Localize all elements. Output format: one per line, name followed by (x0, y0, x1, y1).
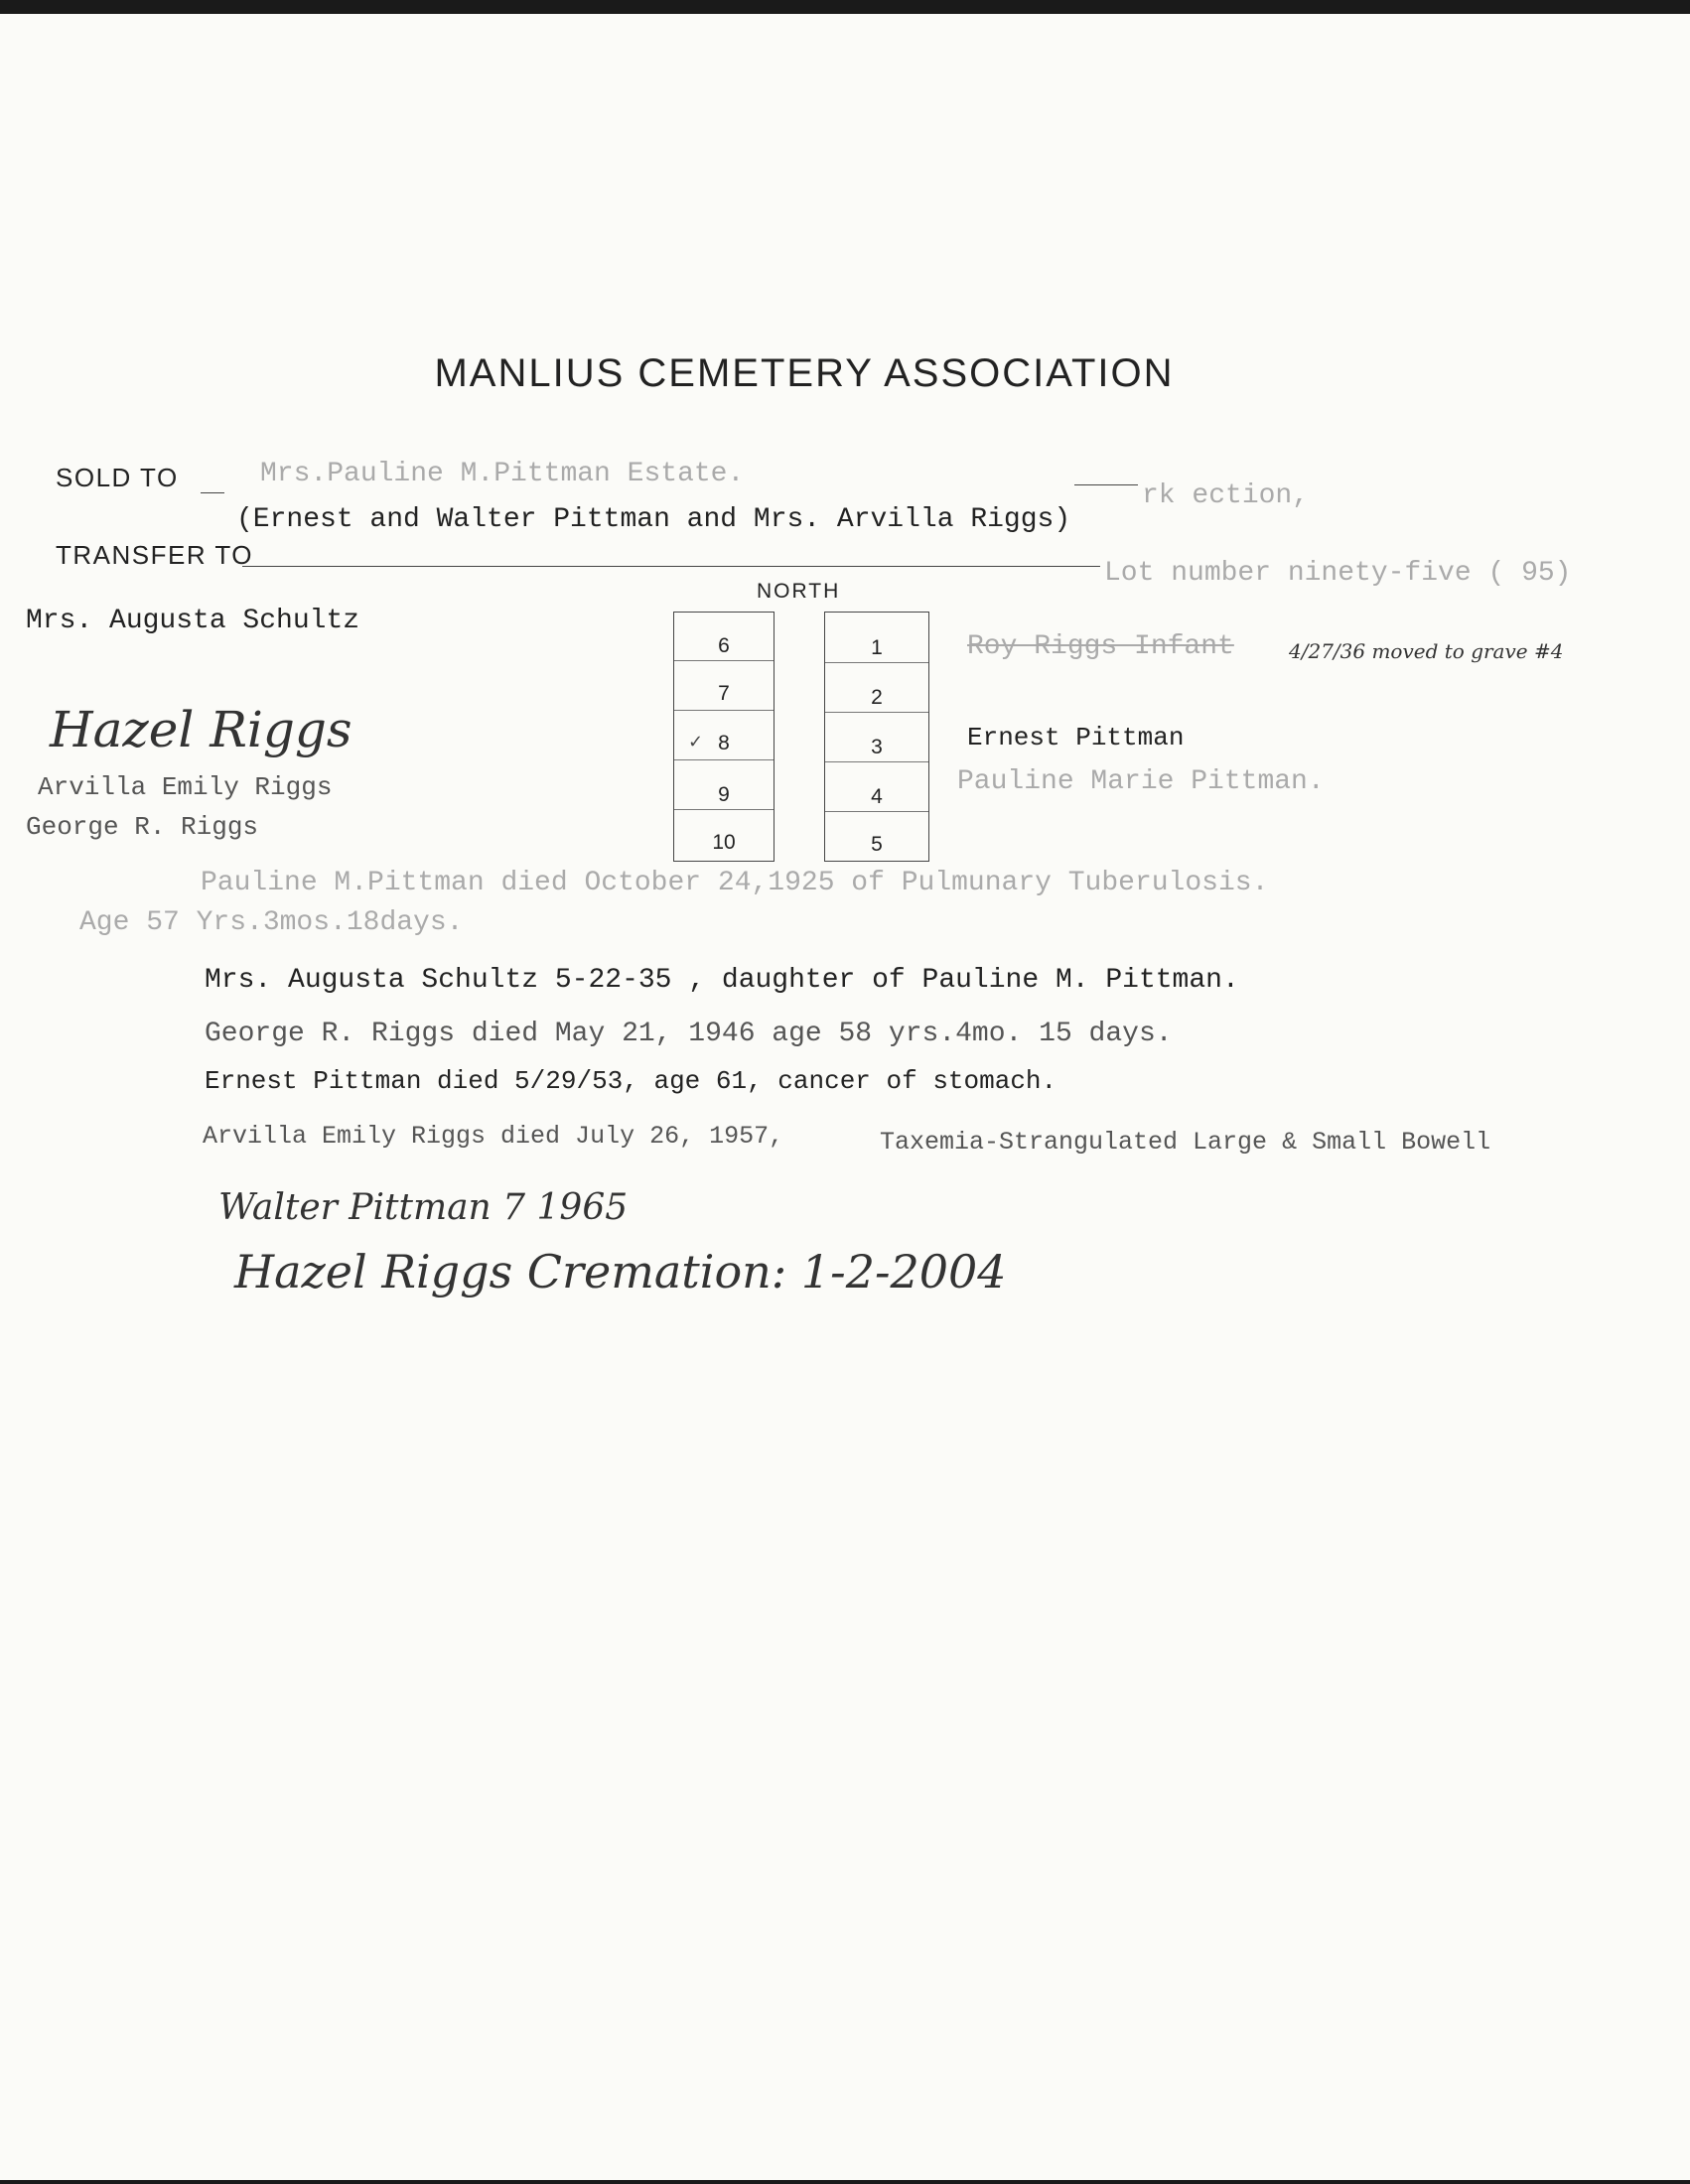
grave-7: 7 (718, 682, 730, 705)
grave-4: 4 (871, 785, 883, 808)
record-george: George R. Riggs died May 21, 1946 age 58 yrs.4mo. 15 days. (205, 1019, 1173, 1049)
section-rule (1074, 484, 1138, 485)
north-label: NORTH (757, 580, 841, 603)
record-pauline-death: Pauline M.Pittman died October 24,1925 of Pulmunary Tuberulosis. (201, 868, 1269, 898)
section-value: rk ection, (1142, 480, 1310, 511)
record-augusta: Mrs. Augusta Schultz 5-22-35 , daughter of Pauline M. Pittman. (205, 965, 1239, 996)
lot-number: Lot number ninety-five ( 95) (1104, 558, 1572, 589)
handwritten-walter: Walter Pittman 7 1965 (218, 1187, 629, 1228)
grave-5: 5 (871, 833, 883, 856)
record-arvilla: Arvilla Emily Riggs died July 26, 1957, (203, 1122, 784, 1151)
right-struck-name: Roy Riggs Infant (967, 631, 1234, 662)
grave-3: 3 (871, 736, 883, 758)
sold-to-value-heirs: (Ernest and Walter Pittman and Mrs. Arvilla Riggs) (236, 504, 1071, 535)
grave-8: 8 (718, 732, 730, 754)
left-name-augusta: Mrs. Augusta Schultz (26, 606, 360, 636)
right-name-pauline: Pauline Marie Pittman. (957, 766, 1325, 797)
grave-1: 1 (871, 636, 883, 659)
grave-9: 9 (718, 783, 730, 806)
right-handwritten-note: 4/27/36 moved to grave #4 (1289, 639, 1564, 663)
left-name-arvilla: Arvilla Emily Riggs (38, 772, 333, 802)
right-name-ernest: Ernest Pittman (967, 723, 1185, 752)
plot-left-column (673, 612, 775, 862)
check-mark-icon: ✓ (688, 732, 704, 752)
plot-right-column (824, 612, 929, 862)
grave-2: 2 (871, 686, 883, 709)
grave-6: 6 (718, 634, 730, 657)
handwritten-hazel-cremation: Hazel Riggs Cremation: 1-2-2004 (234, 1245, 1007, 1298)
record-arvilla-cause: Taxemia-Strangulated Large & Small Bowell (880, 1128, 1491, 1157)
sold-to-rule (201, 492, 224, 493)
record-pauline-age: Age 57 Yrs.3mos.18days. (79, 907, 464, 938)
association-title: MANLIUS CEMETERY ASSOCIATION (434, 351, 1175, 395)
left-name-george: George R. Riggs (26, 812, 259, 842)
sold-to-value: Mrs.Pauline M.Pittman Estate. (260, 459, 745, 489)
transfer-to-label: TRANSFER TO (56, 540, 254, 570)
grave-10: 10 (712, 831, 736, 854)
document-page (0, 14, 1690, 2180)
record-ernest: Ernest Pittman died 5/29/53, age 61, cancer of stomach. (205, 1066, 1057, 1096)
sold-to-label: SOLD TO (56, 463, 179, 492)
left-handwritten-hazel: Hazel Riggs (50, 701, 352, 758)
transfer-to-rule (242, 566, 1100, 567)
